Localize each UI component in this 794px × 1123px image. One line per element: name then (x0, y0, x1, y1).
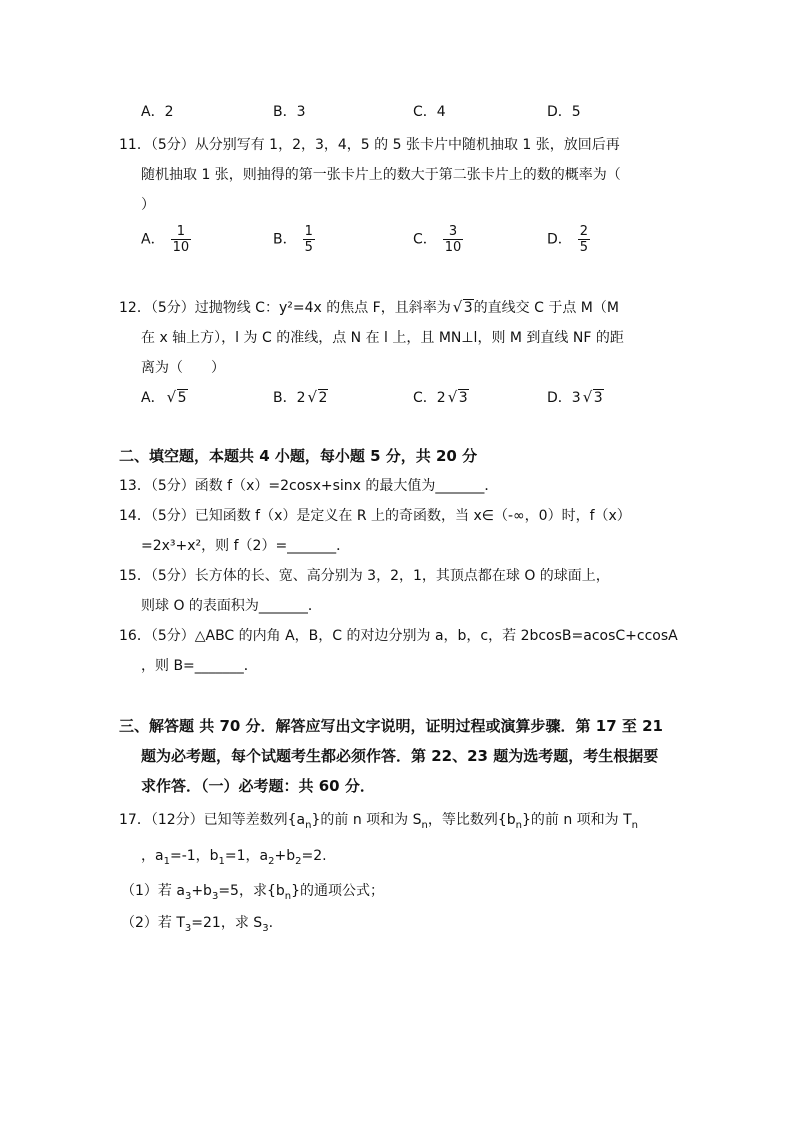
section-3-heading-line-1: 三、解答题 共 70 分．解答应写出文字说明，证明过程或演算步骤．第 17 至 21 (119, 717, 663, 735)
subscript: 2 (268, 855, 275, 867)
q11-option-c (413, 224, 463, 255)
subscript: 3 (184, 922, 192, 934)
numerator: 3 (448, 224, 458, 239)
numerator: 2 (579, 224, 589, 239)
q10-option-c: C．4 (413, 104, 446, 120)
sqrt: √ 3 (582, 388, 603, 406)
option-label: B． (273, 231, 297, 248)
option-label: C． (413, 390, 437, 406)
q17-text: =2. (301, 848, 327, 864)
sqrt: √ 3 (447, 388, 468, 406)
subscript: 3 (211, 890, 219, 902)
sqrt: √ 2 (307, 388, 328, 406)
q12-line-3: 离为（ ） (141, 360, 225, 376)
option-label: B． (273, 390, 297, 406)
q17-text: =5，求{b (218, 883, 285, 899)
q14-line-1: 14．（5分）已知函数 f（x）是定义在 R 上的奇函数，当 x∈（-∞，0）时，f（x） (119, 508, 631, 524)
radicand: 2 (318, 390, 328, 406)
fraction (578, 224, 590, 255)
q12-option-c (413, 388, 469, 408)
subscript: 1 (218, 855, 225, 867)
q17-text: =21，求 S (191, 915, 263, 931)
q11-line-3: ） (141, 197, 155, 213)
q11-line-1: 11．（5分）从分别写有 1，2，3，4，5 的 5 张卡片中随机抽取 1 张，放回后再 (119, 137, 620, 153)
denominator: 5 (579, 240, 589, 255)
q16-line-1: 16．（5分）△ABC 的内角 A，B，C 的对边分别为 a，b，c，若 2bcosB=acosC+ccosA (119, 628, 678, 644)
radicand: 3 (463, 300, 473, 316)
denominator: 5 (304, 240, 313, 255)
subscript: n (284, 890, 292, 902)
q17-part-1 (121, 881, 384, 901)
q12-option-a (141, 388, 188, 408)
q12-line-1-start: 12．（5分）过抛物线 C：y²=4x 的焦点 F，且斜率为 (119, 300, 451, 316)
q17-part-2 (121, 913, 273, 933)
q12-line-1 (119, 298, 619, 318)
option-label: C． (413, 231, 437, 248)
q15-line-2: 则球 O 的表面积为_______． (141, 598, 322, 614)
q17-text: （2）若 T (121, 915, 185, 931)
radicand: 5 (177, 390, 187, 406)
q13-line-1: 13．（5分）函数 f（x）=2cosx+sinx 的最大值为_______． (119, 478, 499, 494)
q12-line-2: 在 x 轴上方），l 为 C 的准线，点 N 在 l 上，且 MN⊥l，则 M 到直线 NF 的距 (141, 330, 624, 346)
q17-line-1 (119, 810, 638, 830)
option-label: D． (547, 390, 572, 406)
section-3-heading-line-2: 题为必考题，每个试题考生都必须作答．第 22、23 题为选考题，考生根据要 (141, 747, 659, 765)
denominator: 10 (172, 240, 190, 255)
q17-text: ，等比数列{b (427, 812, 516, 828)
q17-text: （1）若 a (121, 883, 185, 899)
subscript: n (631, 819, 639, 831)
subscript: 3 (262, 922, 269, 934)
q10-option-b: B．3 (273, 104, 306, 120)
sqrt: √ 5 (166, 388, 187, 406)
subscript: 2 (295, 855, 302, 867)
coefficient: 2 (436, 390, 446, 406)
subscript: n (515, 819, 522, 831)
option-label: A． (141, 231, 165, 248)
q16-line-2: ，则 B=_______． (141, 658, 258, 674)
q17-text: =1，a (224, 848, 269, 864)
subscript: n (305, 819, 312, 831)
q10-option-a: A．2 (141, 104, 174, 120)
option-label: D． (547, 231, 572, 248)
q11-option-a (141, 224, 191, 255)
q10-option-d: D．5 (547, 104, 581, 120)
fraction (443, 224, 464, 255)
q14-line-2: =2x³+x²，则 f（2）=_______． (141, 538, 351, 554)
radicand: 3 (593, 390, 603, 406)
q15-line-1: 15．（5分）长方体的长、宽、高分别为 3，2，1，其顶点都在球 O 的球面上， (119, 568, 610, 584)
fraction (303, 224, 315, 255)
q11-line-2: 随机抽取 1 张，则抽得的第一张卡片上的数大于第二张卡片上的数的概率为（ (141, 167, 621, 183)
subscript: n (421, 819, 428, 831)
q17-text: }的通项公式； (291, 883, 385, 899)
section-2-heading: 二、填空题，本题共 4 小题，每小题 5 分，共 20 分 (119, 447, 478, 465)
q17-text: =-1，b (169, 848, 219, 864)
fraction (171, 224, 192, 255)
numerator: 1 (176, 224, 185, 239)
coefficient: 2 (296, 390, 306, 406)
q11-option-b (273, 224, 315, 255)
q17-text: ，a (141, 848, 164, 864)
radicand: 3 (458, 390, 468, 406)
sqrt: √ 3 (452, 298, 473, 316)
option-label: A． (141, 390, 165, 406)
denominator: 10 (444, 240, 462, 255)
q17-line-2 (141, 846, 327, 866)
q11-option-d (547, 224, 590, 255)
q12-option-b (273, 388, 328, 408)
q17-text: +b (274, 848, 296, 864)
q17-text: +b (191, 883, 212, 899)
q17-text: }的前 n 项和为 T (521, 812, 632, 828)
subscript: 1 (163, 855, 170, 867)
subscript: 3 (184, 890, 192, 902)
q12-option-d (547, 388, 604, 408)
numerator: 1 (304, 224, 313, 239)
q17-text: 17．（12分）已知等差数列{a (119, 812, 306, 828)
q17-text: }的前 n 项和为 S (311, 812, 422, 828)
coefficient: 3 (571, 390, 581, 406)
q12-line-1-end: 的直线交 C 于点 M（M (473, 300, 619, 316)
section-3-heading-line-3: 求作答．（一）必考题：共 60 分． (141, 777, 375, 795)
q17-text: . (268, 915, 274, 931)
